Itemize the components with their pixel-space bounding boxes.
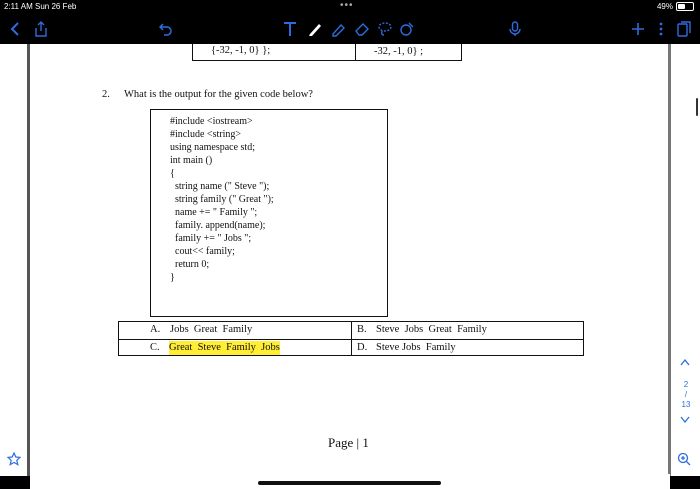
zoom-in-icon[interactable] xyxy=(677,452,691,469)
option-b-letter: B. xyxy=(357,324,367,335)
code-line: { xyxy=(170,168,175,179)
back-icon[interactable] xyxy=(5,19,25,39)
page-footer: Page | 1 xyxy=(328,435,369,450)
table-cell: {-32, -1, 0} }; xyxy=(193,44,356,60)
code-line: cout<< family; xyxy=(170,246,235,257)
option-c-text-highlighted: Great Steve Family Jobs xyxy=(169,342,280,353)
current-page: 2 xyxy=(683,380,689,389)
toolbar xyxy=(0,14,700,44)
text-tool-icon[interactable] xyxy=(280,19,300,39)
lasso-icon[interactable] xyxy=(375,19,395,39)
shapes-icon[interactable] xyxy=(397,19,417,39)
question-number: 2. xyxy=(102,89,110,100)
code-line: name += " Family "; xyxy=(170,207,258,218)
column-divider xyxy=(351,322,352,355)
option-a-text: Jobs Great Family xyxy=(170,324,253,335)
status-bar xyxy=(0,0,700,14)
answer-options-table xyxy=(118,321,584,356)
code-box xyxy=(150,109,388,317)
share-icon[interactable] xyxy=(31,19,51,39)
code-line: family += " Jobs "; xyxy=(170,233,252,244)
option-d-text: Steve Jobs Family xyxy=(376,342,456,353)
eraser-icon[interactable] xyxy=(352,19,372,39)
time-date: 2:11 AM Sun 26 Feb xyxy=(4,2,77,11)
highlighter-icon[interactable] xyxy=(328,19,348,39)
option-b-text: Steve Jobs Great Family xyxy=(376,324,487,335)
chevron-down-icon[interactable] xyxy=(680,416,690,427)
code-line: } xyxy=(170,272,175,283)
chevron-up-icon[interactable] xyxy=(680,358,690,369)
home-indicator[interactable] xyxy=(258,481,441,485)
multitask-dots[interactable]: ••• xyxy=(340,0,354,11)
question-text: What is the output for the given code below? xyxy=(124,89,313,100)
mic-icon[interactable] xyxy=(505,19,525,39)
table-cell: -32, -1, 0} ; xyxy=(374,46,424,57)
battery-icon xyxy=(676,2,694,11)
option-a-letter: A. xyxy=(150,324,161,335)
previous-table-fragment xyxy=(192,44,462,61)
more-icon[interactable] xyxy=(651,19,671,39)
code-line: #include <string> xyxy=(170,129,241,140)
pen-icon[interactable] xyxy=(305,19,325,39)
pages-icon[interactable] xyxy=(674,19,694,39)
left-margin xyxy=(0,44,27,476)
battery-fill xyxy=(678,4,685,9)
total-pages: 13 xyxy=(681,400,691,409)
code-line: return 0; xyxy=(170,259,210,270)
battery-indicator xyxy=(657,2,694,11)
code-line: int main () xyxy=(170,155,213,166)
option-d-letter: D. xyxy=(357,342,368,353)
scrollbar-thumb[interactable] xyxy=(696,98,698,116)
code-line: family. append(name); xyxy=(170,220,266,231)
page-separator: / xyxy=(684,390,688,399)
undo-icon[interactable] xyxy=(156,19,176,39)
option-c-letter: C. xyxy=(150,342,160,353)
code-line: string family (" Great "); xyxy=(170,194,274,205)
page-indicator[interactable] xyxy=(676,380,696,410)
document-page[interactable] xyxy=(30,44,670,474)
add-icon[interactable] xyxy=(628,19,648,39)
favorite-star-icon[interactable] xyxy=(7,452,21,469)
battery-percent: 49% xyxy=(656,2,673,11)
code-line: using namespace std; xyxy=(170,142,255,153)
code-line: #include <iostream> xyxy=(170,116,253,127)
code-line: string name (" Steve "); xyxy=(170,181,270,192)
